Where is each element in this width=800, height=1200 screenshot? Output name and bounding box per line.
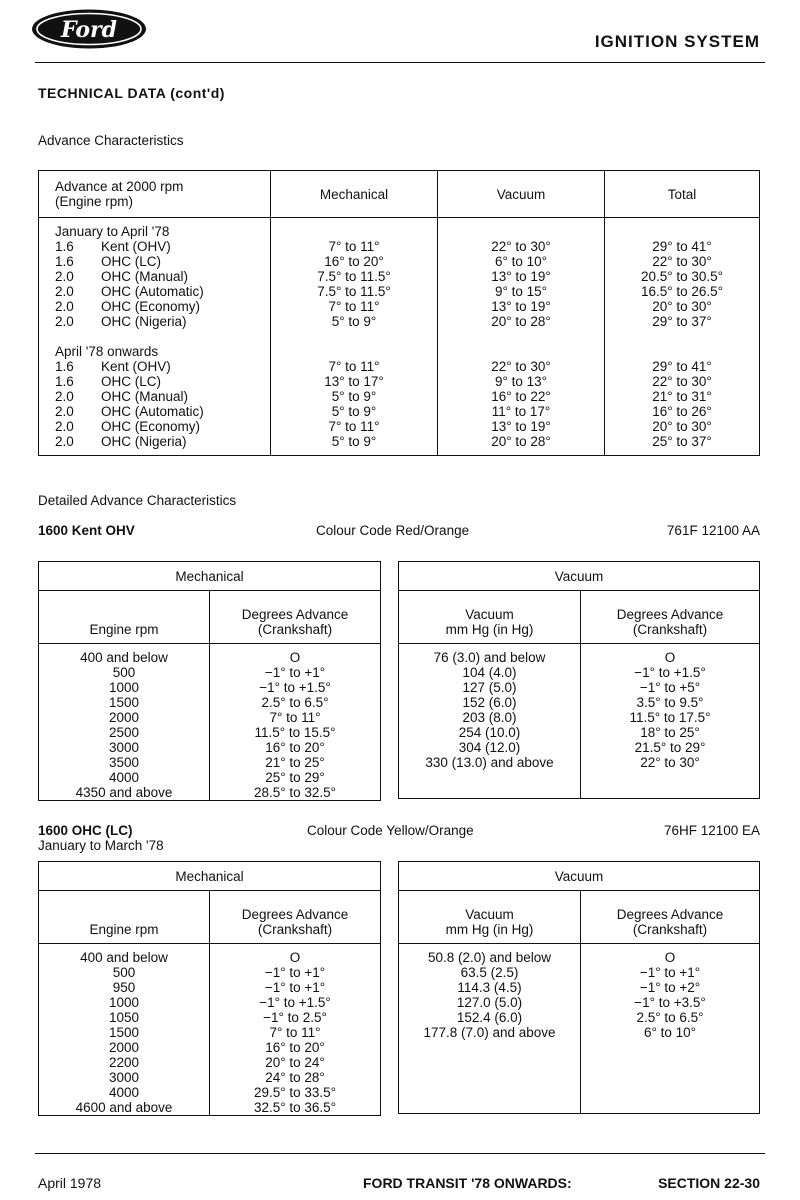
degrees-advance-value: 2.5° to 6.5° xyxy=(261,695,329,710)
ohc-vac-degrees-header: Degrees Advance (Crankshaft) xyxy=(581,891,760,944)
engine-rpm-value: 400 and below xyxy=(80,650,168,665)
vacuum-value: 22° to 30° xyxy=(491,239,551,254)
group-spacer xyxy=(55,329,270,344)
degrees-advance-value: −1° to +1° xyxy=(264,980,326,995)
vacuum-value: 9° to 15° xyxy=(494,284,548,299)
engine-type: OHC (Automatic) xyxy=(101,404,204,419)
degrees-advance-value: O xyxy=(289,950,301,965)
total-value: 29° to 37° xyxy=(652,314,712,329)
engine-rpm-value: 2500 xyxy=(108,725,140,740)
vacuum-hg-value: 114.3 (4.5) xyxy=(457,980,522,995)
kent-vacuum-hg-header: Vacuum mm Hg (in Hg) xyxy=(399,591,581,644)
kent-rpm-column xyxy=(39,644,210,801)
total-value: 29° to 41° xyxy=(652,239,712,254)
engine-rpm-value: 2000 xyxy=(108,710,140,725)
advance-header-mechanical: Mechanical xyxy=(271,171,438,218)
mechanical-value: 5° to 9° xyxy=(331,314,377,329)
engine-size: 2.0 xyxy=(55,404,74,419)
vacuum-hg-value: 152.4 (6.0) xyxy=(456,1010,523,1025)
advance-row-engine xyxy=(55,419,270,434)
ohc-mechanical-heading: Mechanical xyxy=(39,862,381,891)
engine-size: 2.0 xyxy=(55,269,74,284)
footer-date: April 1978 xyxy=(38,1175,102,1191)
engine-rpm-value: 3500 xyxy=(108,755,140,770)
group-title-spacer xyxy=(271,224,437,239)
engine-rpm-value: 950 xyxy=(112,980,136,995)
total-value: 21° to 31° xyxy=(652,389,712,404)
ohc-mech-degrees-column xyxy=(210,944,381,1116)
vacuum-hg-value: 63.5 (2.5) xyxy=(460,965,519,980)
mechanical-value: 5° to 9° xyxy=(331,404,377,419)
engine-type: Kent (OHV) xyxy=(101,239,171,254)
degrees-advance-value: 2.5° to 6.5° xyxy=(636,1010,704,1025)
vacuum-hg-value: 127.0 (5.0) xyxy=(456,995,523,1010)
ohc-vacuum-table xyxy=(398,861,760,1114)
group-spacer xyxy=(605,329,759,344)
group-title-spacer xyxy=(438,344,604,359)
vacuum-hg-value: 304 (12.0) xyxy=(458,740,521,755)
degrees-advance-value: −1° to 2.5° xyxy=(263,1010,327,1025)
degrees-advance-value: 11.5° to 17.5° xyxy=(629,710,711,725)
engine-size: 1.6 xyxy=(55,359,74,374)
advance-row-engine xyxy=(55,374,270,389)
mechanical-value: 5° to 9° xyxy=(331,434,377,449)
advance-mechanical-column xyxy=(271,218,438,456)
technical-data-title: TECHNICAL DATA (cont'd) xyxy=(38,85,225,101)
vacuum-value: 22° to 30° xyxy=(491,359,551,374)
degrees-advance-value: −1° to +2° xyxy=(639,980,701,995)
advance-row-engine xyxy=(55,389,270,404)
kent-part-number: 761F 12100 AA xyxy=(666,523,760,538)
ohc-vac-degrees-column xyxy=(581,944,760,1114)
vacuum-value: 16° to 22° xyxy=(491,389,551,404)
engine-rpm-value: 1500 xyxy=(108,1025,140,1040)
kent-mechanical-table xyxy=(38,561,381,801)
ohc-degrees-header: Degrees Advance (Crankshaft) xyxy=(210,891,381,944)
total-value: 20° to 30° xyxy=(652,419,712,434)
degrees-advance-value: 24° to 28° xyxy=(265,1070,325,1085)
degrees-advance-value: −1° to +1° xyxy=(264,665,326,680)
advance-row-engine xyxy=(55,254,270,269)
ohc-period: January to March '78 xyxy=(38,838,164,853)
ohc-colour-code: Colour Code Yellow/Orange xyxy=(307,823,474,838)
degrees-advance-value: 22° to 30° xyxy=(640,755,700,770)
engine-type: OHC (Nigeria) xyxy=(101,314,187,329)
engine-size: 1.6 xyxy=(55,254,74,269)
kent-colour-code: Colour Code Red/Orange xyxy=(316,523,470,538)
engine-rpm-value: 1000 xyxy=(108,680,140,695)
degrees-advance-value: 32.5° to 36.5° xyxy=(253,1100,337,1115)
advance-row-engine xyxy=(55,314,270,329)
kent-vacuum-table xyxy=(398,561,760,799)
engine-size: 2.0 xyxy=(55,389,74,404)
advance-header-total: Total xyxy=(605,171,760,218)
engine-rpm-value: 3000 xyxy=(108,1070,140,1085)
advance-vacuum-column xyxy=(438,218,605,456)
degrees-advance-value: 7° to 11° xyxy=(269,710,321,725)
mechanical-value: 16° to 20° xyxy=(324,254,384,269)
degrees-advance-value: 21° to 25° xyxy=(265,755,325,770)
kent-vac-degrees-column xyxy=(581,644,760,799)
footer-section: SECTION 22-30 xyxy=(658,1175,760,1191)
advance-header-vacuum: Vacuum xyxy=(438,171,605,218)
engine-size: 2.0 xyxy=(55,419,74,434)
advance-row-engine xyxy=(55,434,270,449)
degrees-advance-value: 18° to 25° xyxy=(640,725,700,740)
section-title: IGNITION SYSTEM xyxy=(594,32,760,51)
vacuum-hg-value: 50.8 (2.0) and below xyxy=(427,950,552,965)
kent-degrees-header: Degrees Advance (Crankshaft) xyxy=(210,591,381,644)
engine-size: 2.0 xyxy=(55,284,74,299)
ohc-engine-rpm-header: Engine rpm xyxy=(39,891,210,944)
engine-type: OHC (Automatic) xyxy=(101,284,204,299)
engine-type: OHC (Nigeria) xyxy=(101,434,187,449)
footer-rule xyxy=(35,1153,765,1154)
kent-engine-rpm-header: Engine rpm xyxy=(39,591,210,644)
advance-row-engine xyxy=(55,299,270,314)
vacuum-hg-value: 152 (6.0) xyxy=(462,695,517,710)
vacuum-hg-value: 76 (3.0) and below xyxy=(433,650,546,665)
engine-rpm-value: 2000 xyxy=(108,1040,140,1055)
vacuum-value: 13° to 19° xyxy=(491,419,551,434)
engine-type: OHC (LC) xyxy=(101,254,161,269)
ohc-rpm-column xyxy=(39,944,210,1116)
ohc-hg-column xyxy=(399,944,581,1114)
engine-size: 1.6 xyxy=(55,239,74,254)
degrees-advance-value: −1° to +5° xyxy=(639,680,701,695)
advance-header-label: Advance at 2000 rpm (Engine rpm) xyxy=(39,171,271,218)
advance-engine-column xyxy=(39,218,271,456)
group-title: April '78 onwards xyxy=(55,344,159,359)
kent-vac-degrees-header: Degrees Advance (Crankshaft) xyxy=(581,591,760,644)
total-value: 16.5° to 26.5° xyxy=(640,284,724,299)
vacuum-hg-value: 104 (4.0) xyxy=(462,665,517,680)
engine-size: 2.0 xyxy=(55,314,74,329)
kent-hg-column xyxy=(399,644,581,799)
advance-row-engine xyxy=(55,404,270,419)
detailed-title: Detailed Advance Characteristics xyxy=(38,493,237,508)
engine-rpm-value: 2200 xyxy=(108,1055,140,1070)
advance-row-engine xyxy=(55,359,270,374)
advance-table xyxy=(38,170,760,456)
vacuum-hg-value: 177.8 (7.0) and above xyxy=(423,1025,556,1040)
engine-rpm-value: 4350 and above xyxy=(75,785,173,800)
degrees-advance-value: 20° to 24° xyxy=(265,1055,325,1070)
degrees-advance-value: 16° to 20° xyxy=(265,1040,325,1055)
engine-rpm-value: 1500 xyxy=(108,695,140,710)
degrees-advance-value: −1° to +1° xyxy=(264,965,326,980)
degrees-advance-value: 7° to 11° xyxy=(269,1025,321,1040)
degrees-advance-value: 21.5° to 29° xyxy=(634,740,706,755)
degrees-advance-value: O xyxy=(289,650,301,665)
ohc-vacuum-heading: Vacuum xyxy=(399,862,760,891)
degrees-advance-value: 29.5° to 33.5° xyxy=(253,1085,337,1100)
advance-subtitle: Advance Characteristics xyxy=(38,133,184,148)
group-title-spacer xyxy=(438,224,604,239)
degrees-advance-value: O xyxy=(664,650,676,665)
engine-rpm-value: 500 xyxy=(112,965,136,980)
vacuum-value: 13° to 19° xyxy=(491,299,551,314)
mechanical-value: 7° to 11° xyxy=(328,299,380,314)
vacuum-hg-value: 254 (10.0) xyxy=(458,725,521,740)
engine-type: Kent (OHV) xyxy=(101,359,171,374)
degrees-advance-value: 6° to 10° xyxy=(643,1025,697,1040)
degrees-advance-value: 28.5° to 32.5° xyxy=(253,785,337,800)
mechanical-value: 7.5° to 11.5° xyxy=(317,269,391,284)
engine-rpm-value: 4000 xyxy=(108,1085,140,1100)
group-title-spacer xyxy=(605,344,759,359)
engine-rpm-value: 400 and below xyxy=(80,950,168,965)
engine-rpm-value: 500 xyxy=(112,665,136,680)
group-title-spacer xyxy=(605,224,759,239)
engine-size: 2.0 xyxy=(55,299,74,314)
engine-rpm-value: 4000 xyxy=(108,770,140,785)
kent-title: 1600 Kent OHV xyxy=(38,523,135,538)
total-value: 16° to 26° xyxy=(652,404,712,419)
mechanical-value: 7° to 11° xyxy=(328,239,380,254)
degrees-advance-value: −1° to +1.5° xyxy=(634,665,706,680)
ohc-mechanical-table xyxy=(38,861,381,1116)
engine-type: OHC (Manual) xyxy=(101,269,189,284)
engine-type: OHC (Economy) xyxy=(101,299,201,314)
total-value: 20.5° to 30.5° xyxy=(640,269,724,284)
engine-size: 2.0 xyxy=(55,434,74,449)
engine-size: 1.6 xyxy=(55,374,74,389)
total-value: 20° to 30° xyxy=(652,299,712,314)
kent-mech-degrees-column xyxy=(210,644,381,801)
total-value: 22° to 30° xyxy=(652,254,712,269)
group-spacer xyxy=(438,329,604,344)
engine-rpm-value: 3000 xyxy=(108,740,140,755)
degrees-advance-value: −1° to +1° xyxy=(639,965,701,980)
engine-rpm-value: 1050 xyxy=(108,1010,140,1025)
header-rule xyxy=(35,62,765,63)
total-value: 25° to 37° xyxy=(652,434,712,449)
engine-type: OHC (Economy) xyxy=(101,419,201,434)
engine-type: OHC (Manual) xyxy=(101,389,189,404)
vacuum-hg-value: 330 (13.0) and above xyxy=(425,755,554,770)
engine-rpm-value: 1000 xyxy=(108,995,140,1010)
ohc-vacuum-hg-header: Vacuum mm Hg (in Hg) xyxy=(399,891,581,944)
vacuum-value: 20° to 28° xyxy=(491,434,551,449)
degrees-advance-value: −1° to +1.5° xyxy=(259,995,331,1010)
kent-vacuum-heading: Vacuum xyxy=(399,562,760,591)
degrees-advance-value: −1° to +1.5° xyxy=(259,680,331,695)
vacuum-value: 11° to 17° xyxy=(491,404,551,419)
footer-publication: FORD TRANSIT '78 ONWARDS: xyxy=(363,1175,572,1191)
advance-total-column xyxy=(605,218,760,456)
mechanical-value: 7° to 11° xyxy=(328,419,380,434)
vacuum-value: 20° to 28° xyxy=(491,314,551,329)
degrees-advance-value: 16° to 20° xyxy=(265,740,325,755)
mechanical-value: 13° to 17° xyxy=(324,374,384,389)
vacuum-hg-value: 203 (8.0) xyxy=(462,710,517,725)
degrees-advance-value: 25° to 29° xyxy=(265,770,325,785)
group-spacer xyxy=(271,329,437,344)
total-value: 29° to 41° xyxy=(652,359,712,374)
ohc-part-number: 76HF 12100 EA xyxy=(663,823,760,838)
vacuum-value: 6° to 10° xyxy=(494,254,548,269)
advance-row-engine xyxy=(55,284,270,299)
advance-row-engine xyxy=(55,269,270,284)
kent-mechanical-heading: Mechanical xyxy=(39,562,381,591)
vacuum-value: 9° to 13° xyxy=(494,374,548,389)
mechanical-value: 7.5° to 11.5° xyxy=(317,284,391,299)
engine-rpm-value: 4600 and above xyxy=(75,1100,173,1115)
mechanical-value: 5° to 9° xyxy=(331,389,377,404)
degrees-advance-value: 11.5° to 15.5° xyxy=(254,725,336,740)
vacuum-hg-value: 127 (5.0) xyxy=(462,680,517,695)
mechanical-value: 7° to 11° xyxy=(328,359,380,374)
total-value: 22° to 30° xyxy=(652,374,712,389)
ohc-title: 1600 OHC (LC) xyxy=(38,823,133,838)
degrees-advance-value: 3.5° to 9.5° xyxy=(636,695,704,710)
degrees-advance-value: −1° to +3.5° xyxy=(634,995,706,1010)
degrees-advance-value: O xyxy=(664,950,676,965)
engine-type: OHC (LC) xyxy=(101,374,161,389)
ford-logo xyxy=(30,8,148,50)
group-title: January to April '78 xyxy=(55,224,170,239)
ford-logo-text: Ford xyxy=(60,17,118,43)
group-title-spacer xyxy=(271,344,437,359)
vacuum-value: 13° to 19° xyxy=(491,269,551,284)
advance-row-engine xyxy=(55,239,270,254)
